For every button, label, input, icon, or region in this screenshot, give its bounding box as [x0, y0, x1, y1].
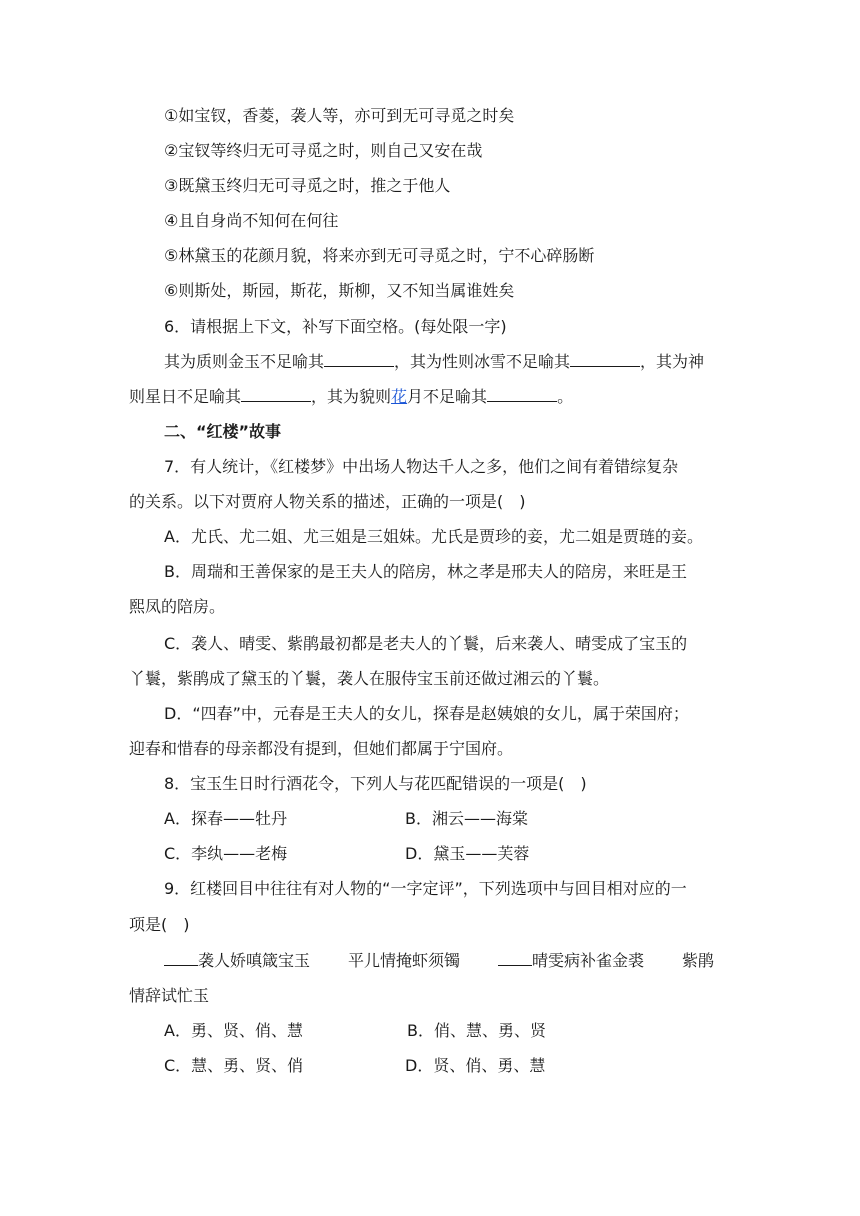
chapter-title: 紫鹃 — [682, 951, 715, 970]
answer-blank — [487, 383, 557, 402]
question-7-option-b: 熙凤的陪房。 — [129, 597, 226, 616]
text: ，其为貌则 — [311, 387, 392, 406]
question-7-option-c: 丫鬟，紫鹃成了黛玉的丫鬟，袭人在服侍宝玉前还做过湘云的丫鬟。 — [129, 669, 610, 688]
question-9-option-a: A．勇、贤、俏、慧 — [164, 1021, 303, 1040]
question-6-line-2 — [129, 379, 820, 414]
list-item: ⑥则斯处，斯园，斯花，斯柳，又不知当属谁姓矣 — [164, 281, 515, 300]
text: 月不足喻其 — [407, 387, 488, 406]
question-9-options-row — [164, 1013, 820, 1048]
question-9-chapter-titles: 情辞试忙玉 — [129, 986, 210, 1005]
list-item: ③既黛玉终归无可寻觅之时，推之于他人 — [164, 176, 451, 195]
question-6-line-1 — [164, 344, 820, 379]
answer-blank — [324, 348, 394, 367]
list-item: ②宝钗等终归无可寻觅之时，则自己又安在哉 — [164, 141, 483, 160]
answer-blank — [570, 348, 640, 367]
question-7-stem: 的关系。以下对贾府人物关系的描述，正确的一项是( ) — [129, 492, 526, 511]
question-9-options-row — [164, 1048, 820, 1083]
question-7-option-c: C．袭人、晴雯、紫鹃最初都是老夫人的丫鬟，后来袭人、晴雯成了宝玉的 — [164, 634, 688, 653]
question-9-option-d: D．贤、俏、勇、慧 — [405, 1056, 546, 1075]
text: ，其为性则冰雪不足喻其 — [394, 352, 571, 371]
text: ，其为神 — [640, 352, 705, 371]
chapter-title: 袭人娇嗔箴宝玉 — [198, 951, 311, 970]
question-8-option-c: C．李纨——老梅 — [164, 844, 288, 863]
text: 其为质则金玉不足喻其 — [164, 352, 325, 371]
answer-blank — [241, 383, 311, 402]
question-7-option-a: A．尤氏、尤二姐、尤三姐是三姐妹。尤氏是贾珍的妾，尤二姐是贾琏的妾。 — [164, 527, 703, 546]
text: 。 — [557, 387, 574, 406]
question-6-stem: 6．请根据上下文，补写下面空格。(每处限一字) — [164, 317, 507, 336]
question-8-option-a: A．探春——牡丹 — [164, 809, 287, 828]
list-item: ⑤林黛玉的花颜月貌，将来亦到无可寻觅之时，宁不心碎肠断 — [164, 246, 595, 265]
question-9-stem: 9．红楼回目中往往有对人物的“一字定评”，下列选项中与回目相对应的一 — [164, 879, 687, 898]
question-9-option-b: B．俏、慧、勇、贤 — [407, 1021, 546, 1040]
question-9-chapter-titles — [164, 943, 820, 978]
answer-blank — [164, 947, 198, 966]
answer-blank — [498, 947, 532, 966]
question-9-option-c: C．慧、勇、贤、俏 — [164, 1056, 304, 1075]
question-7-option-b: B．周瑞和王善保家的是王夫人的陪房，林之孝是邢夫人的陪房，来旺是王 — [164, 562, 687, 581]
chapter-title: 平儿情掩虾须镯 — [348, 951, 461, 970]
question-8-options-row — [164, 836, 820, 871]
question-7-option-d: D．“四春”中，元春是王夫人的女儿，探春是赵姨娘的女儿，属于荣国府； — [164, 704, 689, 723]
question-8-stem: 8．宝玉生日时行酒花令，下列人与花匹配错误的一项是( ) — [164, 774, 587, 793]
text: 则星日不足喻其 — [129, 387, 242, 406]
question-9-stem: 项是( ) — [129, 915, 190, 934]
section-heading: 二、“红楼”故事 — [164, 422, 282, 441]
list-item: ①如宝钗，香菱，袭人等，亦可到无可寻觅之时矣 — [164, 106, 515, 125]
question-8-option-d: D．黛玉——芙蓉 — [405, 844, 530, 863]
question-8-options-row — [164, 801, 820, 836]
question-7-option-d: 迎春和惜春的母亲都没有提到，但她们都属于宁国府。 — [129, 739, 514, 758]
question-7-stem: 7．有人统计，《红楼梦》中出场人物达千人之多，他们之间有着错综复杂 — [164, 457, 679, 476]
question-8-option-b: B．湘云——海棠 — [405, 809, 528, 828]
list-item: ④且自身尚不知何在何往 — [164, 211, 339, 230]
chapter-title: 晴雯病补雀金裘 — [532, 951, 645, 970]
flower-link[interactable]: 花 — [391, 387, 408, 406]
